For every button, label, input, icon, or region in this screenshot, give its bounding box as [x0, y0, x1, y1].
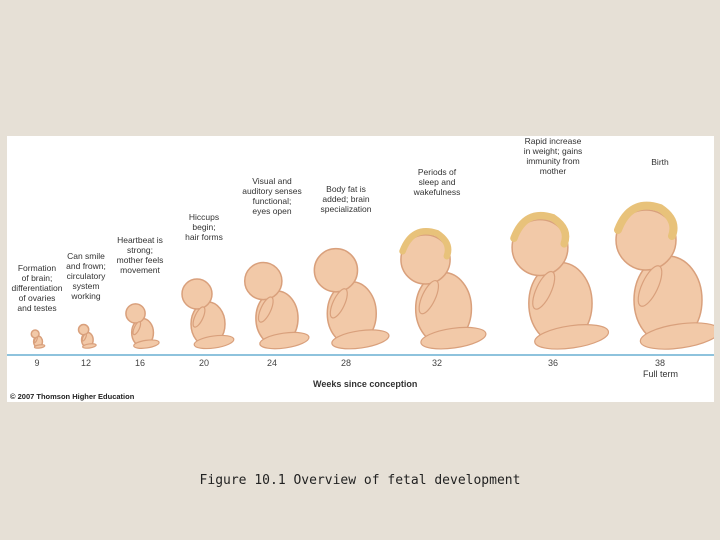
full-term-label: Full term	[643, 369, 679, 379]
fetus-head	[31, 330, 39, 338]
fetus-week-20	[182, 279, 235, 351]
stage-label-week-28: Body fat is added; brain specialization	[320, 184, 372, 214]
fetus-week-9	[31, 330, 45, 349]
fetus-week-38	[616, 206, 714, 354]
week-label: 20	[198, 358, 210, 368]
week-label: 9	[34, 358, 40, 368]
stage-label-week-16: Heartbeat is strong; mother feels movement	[116, 235, 164, 275]
fetal-development-figure	[7, 136, 714, 402]
fetus-head	[314, 249, 357, 292]
fetus-head	[79, 325, 89, 335]
fetus-head	[182, 279, 212, 309]
axis-title: Weeks since conception	[313, 379, 418, 389]
week-label: 32	[431, 358, 443, 368]
fetus-week-12	[79, 325, 97, 349]
fetus-week-32	[401, 231, 487, 352]
figure-caption: Figure 10.1 Overview of fetal development	[199, 473, 521, 488]
fetus-week-16	[126, 304, 160, 350]
stage-label-week-12: Can smile and frown; circulatory system working	[66, 251, 106, 301]
week-label: 38	[654, 358, 666, 368]
week-label: 12	[80, 358, 92, 368]
week-label: 24	[266, 358, 278, 368]
fetal-illustration	[7, 136, 714, 402]
week-label: 36	[547, 358, 559, 368]
week-label: 16	[134, 358, 146, 368]
stage-label-week-24: Visual and auditory senses functional; eyes open	[242, 176, 302, 216]
copyright-notice: © 2007 Thomson Higher Education	[10, 392, 135, 401]
stage-label-week-36: Rapid increase in weight; gains immunity from mother	[523, 136, 583, 176]
fetus-week-24	[245, 262, 310, 351]
fetus-week-36	[512, 216, 610, 353]
stage-label-week-9: Formation of brain; differentiation of ovaries and testes	[11, 263, 63, 313]
stage-label-week-32: Periods of sleep and wakefulness	[413, 167, 461, 197]
fetus-head	[245, 262, 282, 299]
fetus-head	[126, 304, 145, 323]
week-label: 28	[340, 358, 352, 368]
stage-label-week-38: Birth	[651, 157, 669, 167]
stage-label-week-20: Hiccups begin; hair forms	[185, 212, 223, 242]
fetus-week-28	[314, 249, 390, 352]
